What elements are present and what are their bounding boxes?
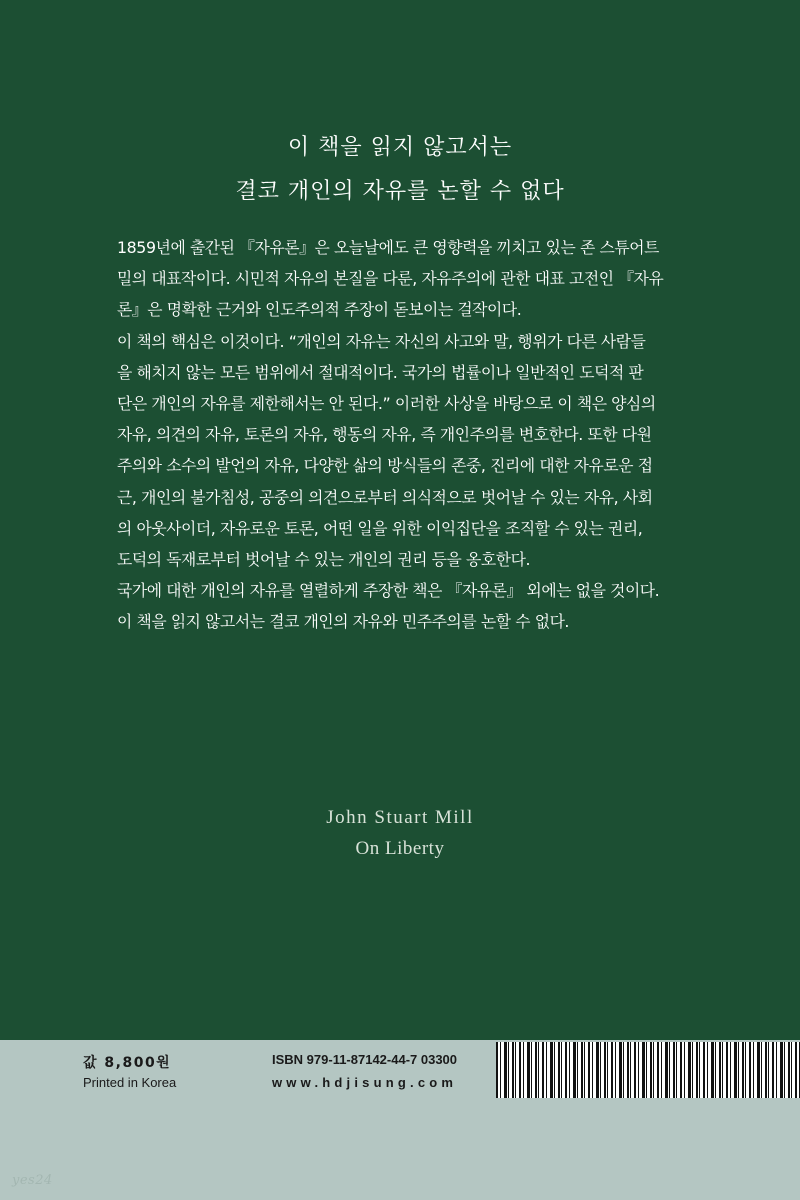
description-line: 주의와 소수의 발언의 자유, 다양한 삶의 방식들의 존중, 진리에 대한 자유로운 접 [117, 456, 653, 476]
publishing-info-band [0, 1040, 800, 1200]
barcode [496, 1042, 800, 1098]
description-line: 1859년에 출간된 『자유론』은 오늘날에도 큰 영향력을 끼치고 있는 존 스튜어트 [117, 238, 659, 257]
cover-headline [0, 126, 800, 214]
book-title: On Liberty [355, 838, 445, 859]
description-line: 론』은 명확한 근거와 인도주의적 주장이 돋보이는 걸작이다. [117, 300, 522, 320]
publisher-website: www.hdjisung.com [272, 1075, 458, 1090]
price-label: 값 8,800원 [83, 1055, 172, 1071]
description-line: 단은 개인의 자유를 제한해서는 안 된다.” 이러한 사상을 바탕으로 이 책은 양심의 [117, 394, 656, 414]
description-line: 밀의 대표작이다. 시민적 자유의 본질을 다룬, 자유주의에 관한 대표 고전인 『자유 [117, 269, 664, 289]
headline-line-2: 결코 개인의 자유를 논할 수 없다 [235, 179, 565, 204]
description-line: 을 해치지 않는 모든 범위에서 절대적이다. 국가의 법률이나 일반적인 도덕적 판 [117, 362, 644, 382]
description-line: 이 책의 핵심은 이것이다. “개인의 자유는 자신의 사고와 말, 행위가 다른 사람들 [117, 331, 646, 351]
description-line: 도덕의 독재로부터 벗어날 수 있는 개인의 권리 등을 옹호한다. [117, 550, 531, 570]
author-credit [0, 802, 800, 864]
isbn-label: ISBN 979-11-87142-44-7 03300 [272, 1052, 458, 1067]
book-description [117, 232, 689, 638]
description-line: 의 아웃사이더, 자유로운 토론, 어떤 일을 위한 이익집단을 조직할 수 있는 권리, [117, 518, 643, 538]
headline-line-1: 이 책을 읽지 않고서는 [287, 135, 513, 160]
description-line: 이 책을 읽지 않고서는 결코 개인의 자유와 민주주의를 논할 수 없다. [117, 612, 570, 632]
printed-in-label: Printed in Korea [83, 1075, 177, 1090]
description-line: 근, 개인의 불가침성, 공중의 의견으로부터 의식적으로 벗어날 수 있는 자유, 사회 [117, 487, 653, 507]
author-name: John Stuart Mill [326, 807, 474, 828]
description-line: 국가에 대한 개인의 자유를 열렬하게 주장한 책은 『자유론』 외에는 없을 것이다. [117, 581, 660, 601]
watermark-logo: yes24 [12, 1173, 53, 1188]
description-line: 자유, 의견의 자유, 토론의 자유, 행동의 자유, 즉 개인주의를 변호한다. 또한 다원 [117, 425, 652, 445]
